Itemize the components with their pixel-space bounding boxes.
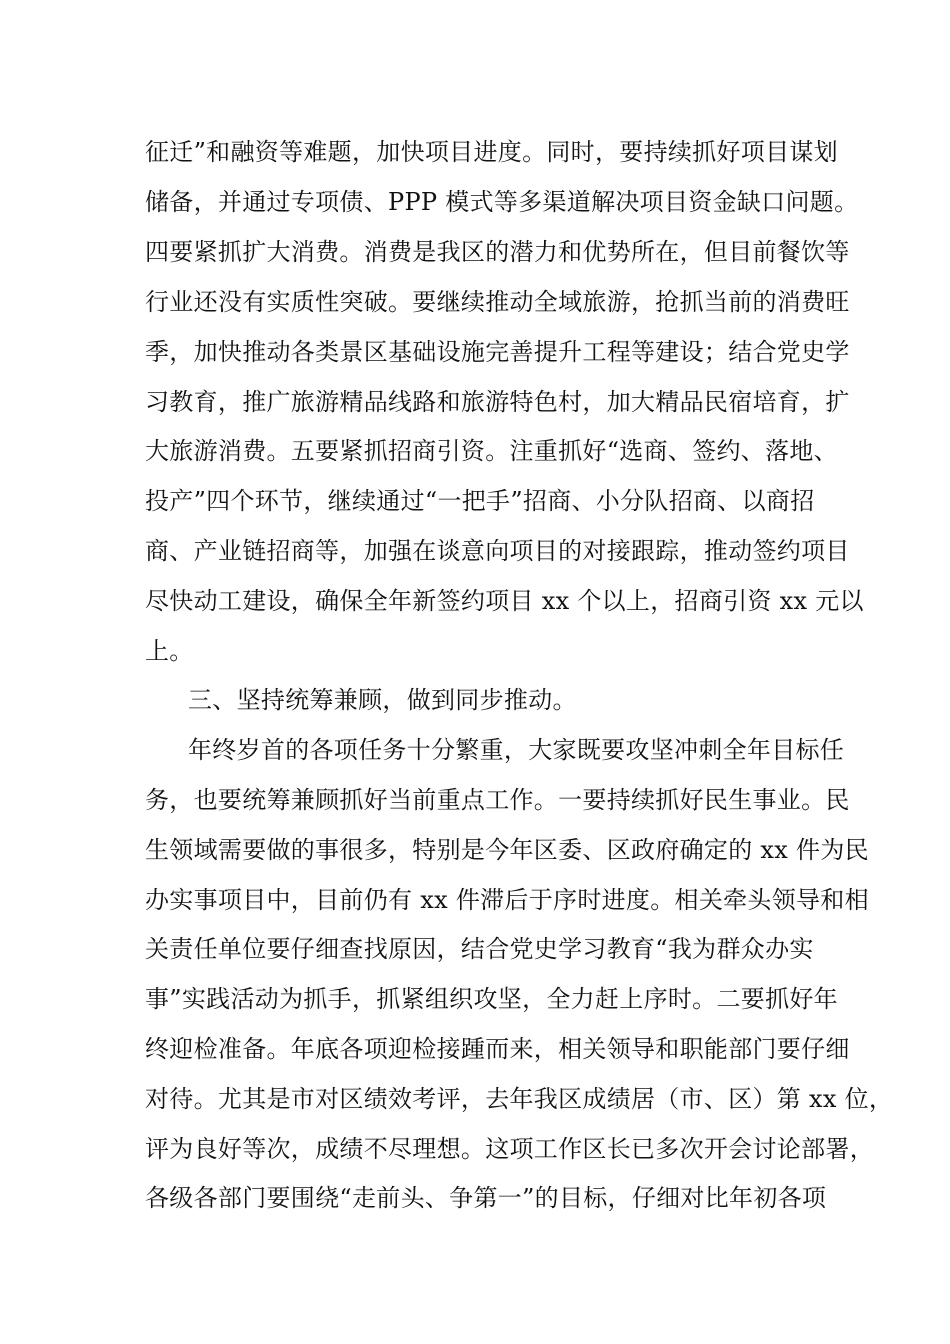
text-line: 生领域需要做的事很多，特别是今年区委、区政府确定的 xx 件为民	[145, 836, 869, 864]
text-line: 事”实践活动为抓手，抓紧组织攻坚，全力赶上序时。二要抓好年	[145, 985, 838, 1013]
text-line: 习教育，推广旅游精品线路和旅游特色村，加大精品民宿培育，扩	[145, 388, 850, 416]
paragraph-first-line: 年终岁首的各项任务十分繁重，大家既要攻坚冲刺全年目标任	[188, 736, 845, 764]
text-line: 关责任单位要仔细查找原因，结合党史学习教育“我为群众办实	[145, 935, 814, 963]
text-line: 上。	[145, 637, 194, 665]
text-line: 大旅游消费。五要紧抓招商引资。注重抓好“选商、签约、落地、	[145, 437, 838, 465]
text-line: 季，加快推动各类景区基础设施完善提升工程等建设；结合党史学	[145, 338, 850, 366]
text-line: 务，也要统筹兼顾抓好当前重点工作。一要持续抓好民生事业。民	[145, 786, 850, 814]
text-line: 行业还没有实质性突破。要继续推动全域旅游，抢抓当前的消费旺	[145, 288, 850, 316]
text-line: 四要紧抓扩大消费。消费是我区的潜力和优势所在，但目前餐饮等	[145, 238, 850, 266]
text-line: 办实事项目中，目前仍有 xx 件滞后于序时进度。相关牵头领导和相	[145, 886, 869, 914]
text-line: 对待。尤其是市对区绩效考评，去年我区成绩居（市、区）第 xx 位，	[145, 1085, 894, 1113]
text-line: 商、产业链招商等，加强在谈意向项目的对接跟踪，推动签约项目	[145, 537, 850, 565]
text-line: 尽快动工建设，确保全年新签约项目 xx 个以上，招商引资 xx 元以	[145, 587, 864, 615]
text-line: 投产”四个环节，继续通过“一把手”招商、小分队招商、以商招	[145, 487, 815, 515]
text-line: 各级各部门要围绕“走前头、争第一”的目标，仔细对比年初各项	[145, 1184, 827, 1212]
section-heading: 三、坚持统筹兼顾，做到同步推动。	[188, 686, 577, 714]
text-line: 终迎检准备。年底各项迎检接踵而来，相关领导和职能部门要仔细	[145, 1035, 850, 1063]
text-line: 储备，并通过专项债、PPP 模式等多渠道解决项目资金缺口问题。	[145, 188, 859, 216]
text-line: 评为良好等次，成绩不尽理想。这项工作区长已多次开会讨论部署，	[145, 1135, 874, 1163]
text-line: 征迁”和融资等难题，加快项目进度。同时，要持续抓好项目谋划	[145, 138, 838, 166]
